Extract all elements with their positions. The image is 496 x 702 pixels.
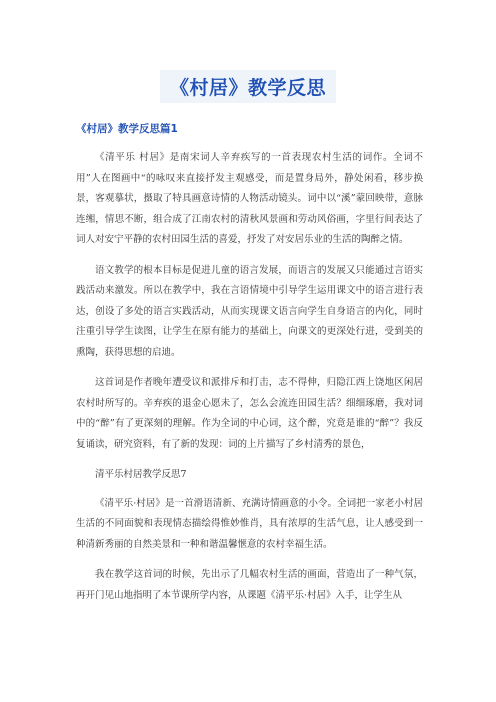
- document-body: [76, 148, 423, 616]
- paragraph-4: 《清平乐·村居》是一首滑语清新、充满诗情画意的小令。全词把一家老小村居生活的不同面貌和表现情态描绘得惟妙惟肖，具有浓厚的生活气息，让人感受到一种清新秀丽的自然美景和一种和谐温馨惬意的农村幸福生活。: [76, 497, 423, 550]
- paragraph-2: 语文教学的根本目标是促进儿童的语言发展，而语言的发展又只能通过言语实践活动来激发。所以在教学中，我在言语情境中引导学生运用课文中的语言进行表达，创设了多处的语言实践活动，从而实现课文语言向学生自身语言的内化，同时注重引导学生读图，让学生在原有能力的基础上，向课文的更深处行进，受到美的熏陶，获得思想的启迪。: [76, 264, 423, 358]
- section-heading-1: 《村居》教学反思篇1: [76, 123, 178, 135]
- document-title: 《村居》教学反思: [160, 70, 336, 103]
- paragraph-3: 这首词是作者晚年遭受议和派排斥和打击，志不得伸，归隐江西上饶地区闲居农村时所写的。辛弃疾的退金心愿未了，怎么会流连田园生活？细细琢磨，我对词中的“醉”有了更深刻的理解。作为全词的中心词，这个醉，究竟是谁的“醉”？我反复诵读，研究资料，有了新的发现：词的上片描写了乡村清秀的景色，: [76, 377, 423, 450]
- paragraph-5: 我在教学这首词的时候，先出示了几幅农村生活的画面，营造出了一种气氛，再开门见山地指明了本节课所学内容，从课题《清平乐·村居》入手，让学生从: [76, 569, 423, 601]
- section-heading-7: 清平乐村居教学反思7: [95, 469, 187, 480]
- title-container: [0, 70, 496, 103]
- paragraph-1: 《清平乐 村居》是南宋词人辛弃疾写的一首表现农村生活的词作。全词不用”人在图画中“的咏叹来直接抒发主观感受，而是置身局外，静处闲看，移步换景，客观摹状，摄取了特具画意诗情的人物活动镜头。词中以“溪”蒙回映带，意脉连缃，情思不断，组合成了江南农村的清秋风景画和劳动风俗画，字里行间表达了词人对安宁平静的农村田园生活的喜爱，抒发了对安居乐业的生活的陶醉之情。: [76, 152, 423, 245]
